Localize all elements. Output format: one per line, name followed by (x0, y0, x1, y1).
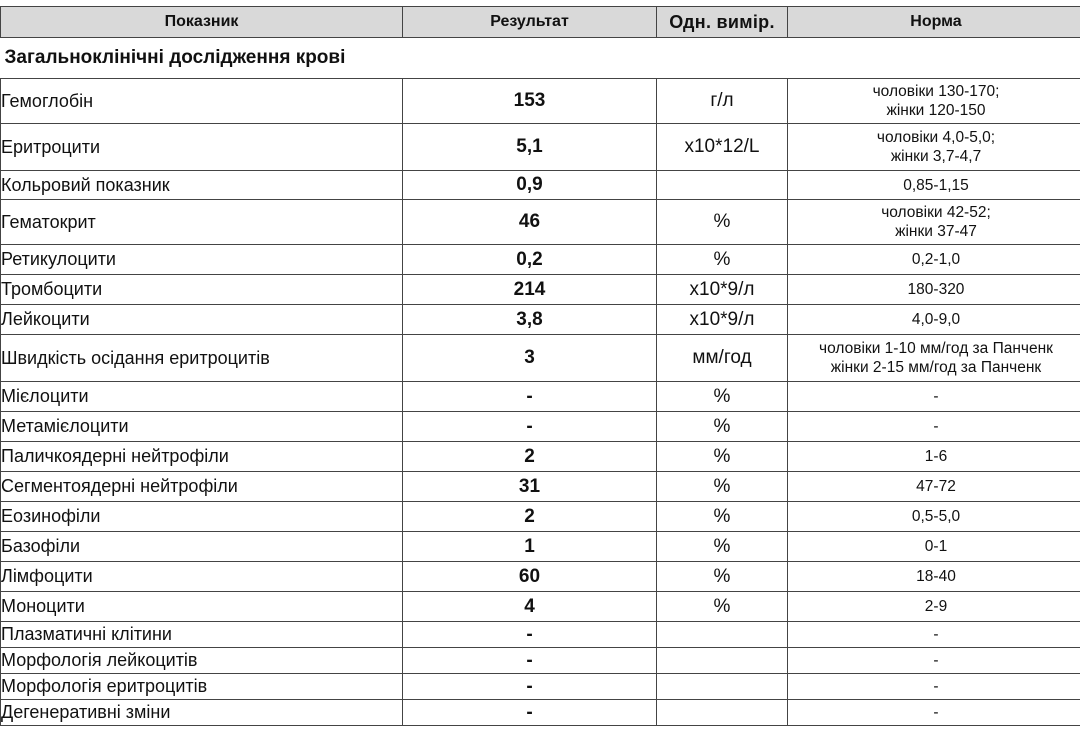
norm-range (788, 674, 1080, 700)
norm-line: жінки 3,7-4,7 (890, 148, 982, 165)
unit-value (657, 700, 788, 726)
table-header-row (1, 7, 1080, 38)
norm-range (788, 275, 1080, 305)
indicator-name: Морфологія еритроцитів (1, 674, 403, 700)
norm-line: 47-72 (916, 478, 956, 495)
result-value: - (403, 622, 657, 648)
norm-range (788, 592, 1080, 622)
unit-value: г/л (657, 79, 788, 124)
unit-value: % (657, 245, 788, 275)
norm-range (788, 200, 1080, 245)
indicator-name: Гемоглобін (1, 79, 403, 124)
indicator-name: Швидкість осідання еритроцитів (1, 335, 403, 382)
indicator-name: Еритроцити (1, 124, 403, 171)
unit-value: x10*12/L (657, 124, 788, 171)
blood-test-table (0, 6, 1080, 726)
norm-line: 0,5-5,0 (911, 508, 961, 525)
result-value: 0,2 (403, 245, 657, 275)
norm-line: жінки 2-15 мм/год за Панченк (830, 359, 1042, 376)
table-row (1, 502, 1080, 532)
unit-value: % (657, 532, 788, 562)
indicator-name: Лімфоцити (1, 562, 403, 592)
norm-range (788, 79, 1080, 124)
norm-range (788, 245, 1080, 275)
norm-line: 1-6 (924, 448, 948, 465)
unit-value: x10*9/л (657, 305, 788, 335)
indicator-name: Метамієлоцити (1, 412, 403, 442)
header-indicator: Показник (1, 7, 403, 38)
indicator-name: Моноцити (1, 592, 403, 622)
table-row (1, 472, 1080, 502)
table-row (1, 674, 1080, 700)
norm-line: - (933, 652, 939, 669)
table-row (1, 700, 1080, 726)
norm-line: - (933, 704, 939, 721)
unit-value: % (657, 592, 788, 622)
result-value: 5,1 (403, 124, 657, 171)
table-row (1, 124, 1080, 171)
table-row (1, 79, 1080, 124)
norm-line: - (933, 678, 939, 695)
header-unit: Одн. вимір. (657, 7, 788, 38)
indicator-name: Плазматичні клітини (1, 622, 403, 648)
norm-range (788, 305, 1080, 335)
indicator-name: Сегментоядерні нейтрофіли (1, 472, 403, 502)
norm-range (788, 648, 1080, 674)
norm-line: жінки 37-47 (895, 223, 977, 240)
norm-line: 0,85-1,15 (903, 176, 969, 194)
table-row (1, 382, 1080, 412)
norm-range (788, 335, 1080, 382)
norm-line: 4,0-9,0 (911, 311, 961, 328)
norm-range (788, 622, 1080, 648)
table-row (1, 171, 1080, 200)
norm-line: - (933, 418, 939, 435)
unit-value: % (657, 382, 788, 412)
header-norm: Норма (788, 7, 1080, 38)
norm-range (788, 502, 1080, 532)
result-value: 214 (403, 275, 657, 305)
norm-line: чоловіки 1-10 мм/год за Панченк (819, 340, 1053, 357)
result-value: - (403, 674, 657, 700)
section-row (1, 38, 1080, 79)
unit-value (657, 648, 788, 674)
result-value: 0,9 (403, 171, 657, 200)
norm-line: 0-1 (924, 538, 948, 555)
result-value: 4 (403, 592, 657, 622)
norm-line: 0,2-1,0 (911, 251, 961, 268)
indicator-name: Кольровий показник (1, 171, 403, 200)
indicator-name: Паличкоядерні нейтрофіли (1, 442, 403, 472)
table-row (1, 592, 1080, 622)
table-row (1, 648, 1080, 674)
norm-range (788, 562, 1080, 592)
norm-line: - (933, 388, 939, 405)
indicator-name: Гематокрит (1, 200, 403, 245)
unit-value (657, 171, 788, 200)
norm-range (788, 472, 1080, 502)
norm-line: 180-320 (907, 281, 965, 298)
unit-value: % (657, 200, 788, 245)
indicator-name: Дегенеративні зміни (1, 700, 403, 726)
result-value: - (403, 700, 657, 726)
result-value: 2 (403, 442, 657, 472)
unit-value (657, 674, 788, 700)
norm-range (788, 442, 1080, 472)
result-value: 3 (403, 335, 657, 382)
table-row (1, 562, 1080, 592)
norm-range (788, 532, 1080, 562)
table-row (1, 622, 1080, 648)
norm-range (788, 171, 1080, 200)
norm-range (788, 382, 1080, 412)
header-result: Результат (403, 7, 657, 38)
result-value: 2 (403, 502, 657, 532)
result-value: 46 (403, 200, 657, 245)
result-value: - (403, 382, 657, 412)
norm-line: чоловіки 4,0-5,0; (876, 129, 996, 146)
unit-value: % (657, 412, 788, 442)
unit-value: мм/год (657, 335, 788, 382)
indicator-name: Мієлоцити (1, 382, 403, 412)
table-row (1, 412, 1080, 442)
table-row (1, 442, 1080, 472)
unit-value: x10*9/л (657, 275, 788, 305)
result-value: 1 (403, 532, 657, 562)
norm-line: - (933, 626, 939, 643)
norm-line: 2-9 (924, 598, 948, 615)
unit-value (657, 622, 788, 648)
unit-value: % (657, 442, 788, 472)
indicator-name: Еозинофіли (1, 502, 403, 532)
unit-value: % (657, 562, 788, 592)
norm-line: 18-40 (916, 568, 956, 585)
section-title: Загальноклінічні дослідження крові (1, 38, 1080, 79)
norm-range (788, 124, 1080, 171)
table-row (1, 305, 1080, 335)
table-row (1, 200, 1080, 245)
norm-range (788, 412, 1080, 442)
result-value: 60 (403, 562, 657, 592)
table-row (1, 532, 1080, 562)
table-row (1, 275, 1080, 305)
norm-range (788, 700, 1080, 726)
norm-line: чоловіки 42-52; (881, 204, 991, 221)
result-value: 153 (403, 79, 657, 124)
result-value: - (403, 648, 657, 674)
unit-value: % (657, 472, 788, 502)
table-row (1, 245, 1080, 275)
indicator-name: Тромбоцити (1, 275, 403, 305)
result-value: 31 (403, 472, 657, 502)
indicator-name: Базофіли (1, 532, 403, 562)
table-row (1, 335, 1080, 382)
result-value: - (403, 412, 657, 442)
norm-line: жінки 120-150 (886, 102, 986, 119)
result-value: 3,8 (403, 305, 657, 335)
norm-line: чоловіки 130-170; (872, 83, 1000, 100)
indicator-name: Морфологія лейкоцитів (1, 648, 403, 674)
indicator-name: Лейкоцити (1, 305, 403, 335)
indicator-name: Ретикулоцити (1, 245, 403, 275)
unit-value: % (657, 502, 788, 532)
